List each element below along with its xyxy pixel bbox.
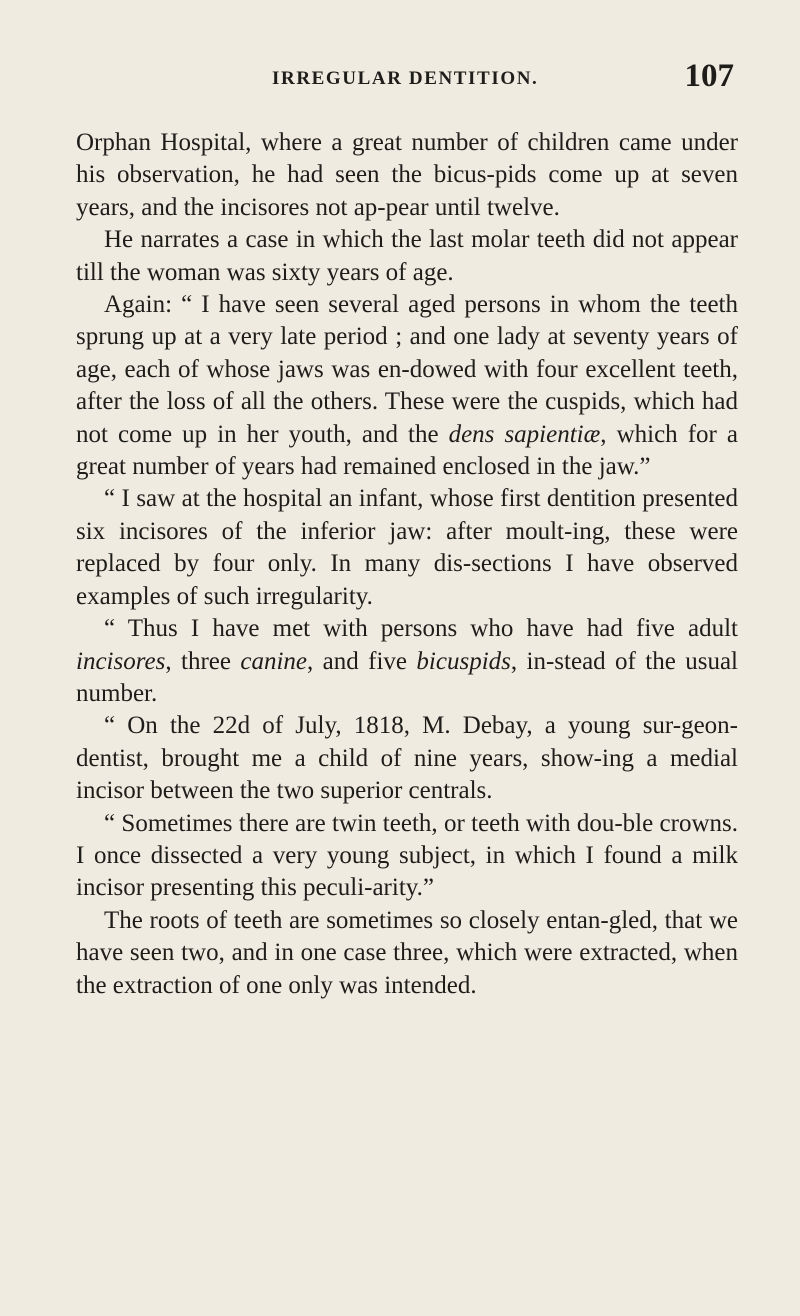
paragraph-twin-teeth: “ Sometimes there are twin teeth, or teeth with dou-ble crowns. I once dissected a very young subject, in which I found a milk incisor presenting this peculi-arity.” [76, 809, 738, 902]
italic-term: bicuspids [416, 647, 511, 675]
paragraph-orphan-hospital: Orphan Hospital, where a great number of children came under his observation, he had seen the bicus-pids come up at seven years, and the incisores not ap-pear until twelve. [76, 129, 738, 221]
page-number: 107 [684, 58, 734, 94]
page-header [76, 60, 736, 110]
paragraph-aged-persons: Again: “ I have seen several aged persons in whom the teeth sprung up at a very late period ; and one lady at seventy years of age, each of whose jaws was en-dowed with four excellent teeth, after the loss of all the others. These were the cuspids, which had not come up in her youth, and the dens sapientiæ, which for a great number of years had remained enclosed in the jaw.” [76, 291, 738, 481]
paragraph-entangled-roots: The roots of teeth are sometimes so closely entan-gled, that we have seen two, and in one case three, which were extracted, when the extraction of one only was intended. [76, 906, 738, 999]
body-text [76, 127, 738, 1002]
paragraph-infant-hospital: “ I saw at the hospital an infant, whose first dentition presented six incisores of the inferior jaw: after moult-ing, these were replaced by four only. In many dis-sections I have observed examples of such irregularity. [76, 485, 738, 610]
italic-term: incisores [76, 647, 166, 675]
italic-term: canine [240, 647, 307, 675]
paragraph-debay: “ On the 22d of July, 1818, M. Debay, a young sur-geon-dentist, brought me a child of nine years, show-ing a medial incisor between the two superior centrals. [76, 712, 738, 805]
italic-term: dens sapientiæ [448, 420, 601, 448]
paragraph-adult-incisores: “ Thus I have met with persons who have had five adult incisores, three canine, and five bicuspids, in-stead of the usual number. [76, 615, 738, 707]
paragraph-last-molar: He narrates a case in which the last molar teeth did not appear till the woman was sixty years of age. [76, 226, 738, 286]
running-head: IRREGULAR DENTITION. [272, 68, 539, 89]
